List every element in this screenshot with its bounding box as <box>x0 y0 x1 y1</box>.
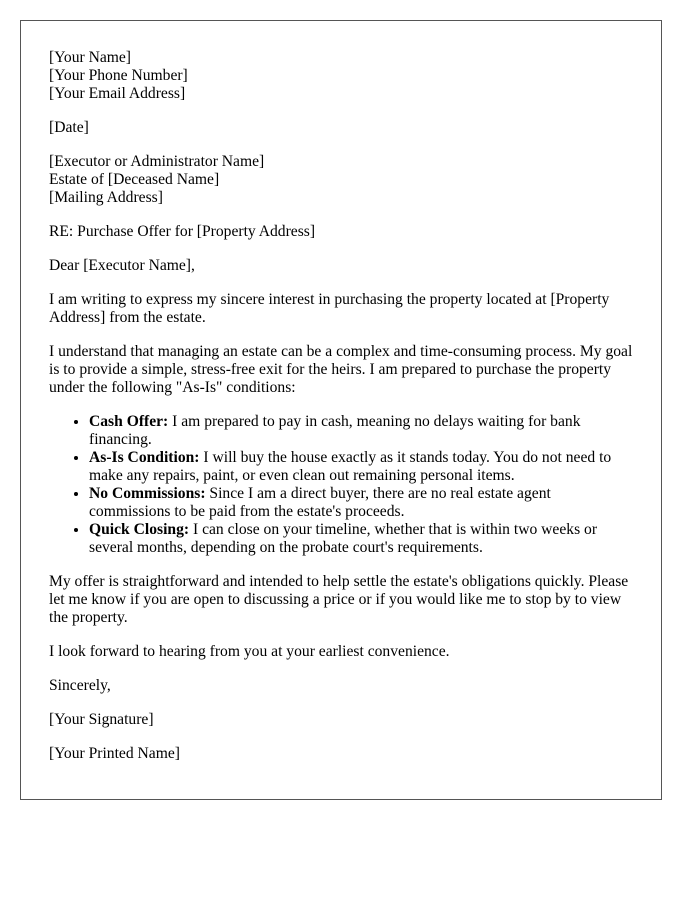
condition-text: I will buy the house exactly as it stands today. You do not need to make any repairs, paint, or even clean out remaining personal items. <box>89 449 612 484</box>
condition-item-cash-offer <box>89 413 633 449</box>
subject-line: RE: Purchase Offer for [Property Address] <box>49 223 316 240</box>
sender-phone: [Your Phone Number] <box>49 67 188 84</box>
condition-item-as-is <box>89 449 633 485</box>
sender-email: [Your Email Address] <box>49 85 186 102</box>
understanding-paragraph: I understand that managing an estate can be a complex and time-consuming process. My goal is to provide a simple, stress-free exit for the heirs. I am prepared to purchase the property under the following "As-Is" conditions: <box>49 343 633 396</box>
sender-name: [Your Name] <box>49 49 132 66</box>
recipient-address: [Mailing Address] <box>49 189 163 206</box>
condition-text: Since I am a direct buyer, there are no real estate agent commissions to be paid from the estate's proceeds. <box>89 485 551 520</box>
letter-date: [Date] <box>49 119 89 136</box>
closing-paragraph: I look forward to hearing from you at your earliest convenience. <box>49 643 450 660</box>
condition-term: No Commissions: <box>89 485 206 502</box>
condition-term: Cash Offer: <box>89 413 169 430</box>
conditions-list <box>49 413 633 557</box>
condition-item-quick-closing <box>89 521 633 557</box>
condition-text: I am prepared to pay in cash, meaning no delays waiting for bank financing. <box>89 413 581 448</box>
intro-paragraph: I am writing to express my sincere interest in purchasing the property located at [Property Address] from the estate. <box>49 291 610 326</box>
condition-item-no-commissions <box>89 485 633 521</box>
printed-name: [Your Printed Name] <box>49 745 180 762</box>
recipient-block <box>49 153 633 207</box>
recipient-estate: Estate of [Deceased Name] <box>49 171 220 188</box>
valediction: Sincerely, <box>49 677 111 694</box>
offer-paragraph: My offer is straightforward and intended to help settle the estate's obligations quickly. Please let me know if you are open to discussing a price or if you would like me to stop by to view the property. <box>49 573 629 626</box>
condition-term: As-Is Condition: <box>89 449 200 466</box>
salutation: Dear [Executor Name], <box>49 257 195 274</box>
sender-block <box>49 49 633 103</box>
signature-placeholder: [Your Signature] <box>49 711 154 728</box>
condition-term: Quick Closing: <box>89 521 190 538</box>
letter-document <box>20 20 662 800</box>
recipient-name: [Executor or Administrator Name] <box>49 153 265 170</box>
condition-text: I can close on your timeline, whether that is within two weeks or several months, depending on the probate court's requirements. <box>89 521 598 556</box>
